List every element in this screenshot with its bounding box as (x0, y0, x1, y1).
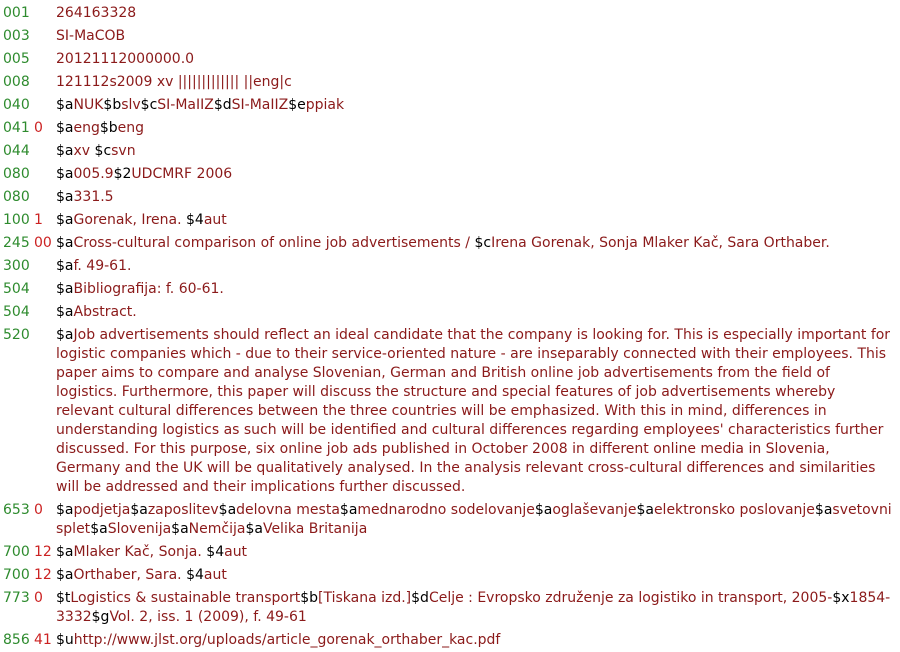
field-value (56, 234, 900, 253)
subfield-text: 1854-3332 (56, 590, 891, 625)
field-tag: 001 (3, 5, 30, 21)
subfield-code: $c (140, 97, 158, 113)
field-value (56, 543, 900, 562)
subfield-text: 264163328 (56, 5, 137, 21)
subfield-text: SI-MaCOB (56, 28, 126, 44)
field-indicators: 00 (34, 235, 52, 251)
marc-field-row (0, 165, 900, 184)
field-tag: 653 (3, 502, 30, 518)
field-tag: 504 (3, 304, 30, 320)
field-tag: 700 (3, 567, 30, 583)
subfield-code: $a (56, 235, 74, 251)
subfield-code: $a (218, 502, 237, 518)
subfield-code: $4 (206, 544, 225, 560)
marc-field-row (0, 566, 900, 585)
field-indicators: 0 (34, 502, 43, 518)
subfield-text: Vol. 2, iss. 1 (2009), f. 49-61 (109, 609, 307, 625)
subfield-text: Irena Gorenak, Sonja Mlaker Kač, Sara Orthaber. (491, 235, 830, 251)
marc-field-row (0, 73, 900, 92)
marc-field-row (0, 303, 900, 322)
field-tag: 300 (3, 258, 30, 274)
subfield-text: Abstract. (73, 304, 137, 320)
field-tag: 044 (3, 143, 30, 159)
subfield-code: $e (288, 97, 306, 113)
field-value (56, 257, 900, 276)
marc-field-row (0, 50, 900, 69)
subfield-text: Nemčija (188, 521, 246, 537)
field-value (56, 50, 900, 69)
marc-field-row (0, 27, 900, 46)
field-indicators: 12 (34, 544, 52, 560)
subfield-code: $a (56, 304, 74, 320)
subfield-text: Orthaber, Sara. (73, 567, 187, 583)
field-tag: 245 (3, 235, 30, 251)
subfield-code: $2 (113, 166, 132, 182)
field-tag: 040 (3, 97, 30, 113)
subfield-code: $a (56, 327, 74, 343)
subfield-text: Celje : Evropsko združenje za logistiko in transport, 2005- (428, 590, 833, 606)
field-value (56, 165, 900, 184)
subfield-code: $a (56, 166, 74, 182)
marc-field-row (0, 119, 900, 138)
subfield-code: $a (534, 502, 553, 518)
subfield-code: $a (171, 521, 189, 537)
subfield-code: $x (832, 590, 850, 606)
subfield-text: Velika Britanija (262, 521, 368, 537)
field-value (56, 27, 900, 46)
field-tag: 856 (3, 632, 30, 648)
subfield-code: $c (94, 143, 112, 159)
field-tag: 003 (3, 28, 30, 44)
subfield-text: Slovenija (107, 521, 172, 537)
field-indicators: 1 (34, 212, 43, 228)
field-tag: 041 (3, 120, 30, 136)
subfield-code: $a (130, 502, 148, 518)
subfield-code: $a (56, 143, 74, 159)
subfield-text: 005.9 (73, 166, 114, 182)
field-tag: 080 (3, 166, 30, 182)
subfield-text: svetovni splet (56, 502, 892, 537)
subfield-text: Gorenak, Irena. (73, 212, 186, 228)
marc-field-row (0, 631, 900, 650)
subfield-text: slv (121, 97, 141, 113)
field-value (56, 589, 900, 627)
marc-field-row (0, 589, 900, 627)
subfield-text: 20121112000000.0 (56, 51, 195, 67)
subfield-text: svn (111, 143, 136, 159)
field-value (56, 4, 900, 23)
subfield-code: $a (56, 212, 74, 228)
subfield-code: $a (636, 502, 654, 518)
subfield-code: $b (300, 590, 318, 606)
subfield-code: $a (56, 189, 74, 205)
subfield-code: $4 (185, 212, 204, 228)
subfield-code: $a (339, 502, 358, 518)
subfield-code: $u (56, 632, 74, 648)
subfield-text: Job advertisements should reflect an ideal candidate that the company is looking for. This is especially important for logistic companies which - due to their service-oriented nature - are inseparably connected with their employees. This paper aims to compare and analyse Slovenian, German and British online job advertisements from the field of logistics. Furthermore, this paper will discuss the structure and special features of job advertisements whereby relevant cultural differences between the three countries will be emphasized. With this in mind, differences in understanding logistics as such will be identified and cultural differences regarding employees' characteristics further discussed. For this purpose, six online job ads published in October 2008 in different online media in Slovenia, Germany and the UK will be qualitatively analysed. In the analysis relevant cross-cultural differences and similarities will be addressed and their implications further discussed. (56, 327, 891, 495)
field-value (56, 211, 900, 230)
subfield-text: eng (73, 120, 100, 136)
subfield-text: aut (203, 212, 227, 228)
field-value (56, 631, 900, 650)
subfield-text: SI-MaIIZ (157, 97, 214, 113)
subfield-code: $c (474, 235, 492, 251)
subfield-text: 331.5 (73, 189, 114, 205)
field-value (56, 119, 900, 138)
subfield-code: $d (213, 97, 232, 113)
subfield-text: SI-MaIIZ (231, 97, 289, 113)
field-value (56, 96, 900, 115)
subfield-code: $4 (186, 567, 204, 583)
field-tag: 100 (3, 212, 30, 228)
subfield-text: eng (117, 120, 145, 136)
marc-field-row (0, 326, 900, 497)
marc-field-row (0, 280, 900, 299)
field-indicators: 0 (34, 590, 43, 606)
subfield-text: Bibliografija: f. 60-61. (73, 281, 224, 297)
marc-field-row (0, 188, 900, 207)
subfield-text: xv (73, 143, 95, 159)
marc-field-row (0, 257, 900, 276)
subfield-text: f. 49-61. (73, 258, 132, 274)
marc-field-row (0, 96, 900, 115)
subfield-text: Cross-cultural comparison of online job advertisements / (73, 235, 475, 251)
subfield-code: $a (56, 258, 74, 274)
subfield-code: $g (91, 609, 110, 625)
subfield-text: ppiak (305, 97, 345, 113)
marc-field-row (0, 543, 900, 562)
field-value (56, 142, 900, 161)
subfield-code: $d (411, 590, 429, 606)
subfield-text: Mlaker Kač, Sonja. (73, 544, 207, 560)
subfield-text: [Tiskana izd.] (317, 590, 412, 606)
marc-field-row (0, 142, 900, 161)
field-tag: 773 (3, 590, 30, 606)
field-indicators: 0 (34, 120, 43, 136)
field-tag: 008 (3, 74, 30, 90)
subfield-code: $a (56, 567, 74, 583)
subfield-code: $a (56, 502, 74, 518)
subfield-text: http://www.jlst.org/uploads/article_gorenak_orthaber_kac.pdf (73, 632, 501, 648)
field-tag: 080 (3, 189, 30, 205)
marc-field-row (0, 211, 900, 230)
subfield-code: $a (56, 281, 74, 297)
field-value (56, 303, 900, 322)
subfield-code: $a (90, 521, 108, 537)
subfield-text: delovna mesta (236, 502, 340, 518)
subfield-code: $a (814, 502, 833, 518)
field-indicators: 41 (34, 632, 52, 648)
field-value (56, 73, 900, 92)
subfield-text: UDCMRF 2006 (131, 166, 233, 182)
subfield-code: $a (245, 521, 263, 537)
subfield-text: 121112s2009 xv ||||||||||||| ||eng|c (56, 74, 292, 90)
field-value (56, 566, 900, 585)
field-value (56, 501, 900, 539)
field-value (56, 326, 900, 497)
subfield-text: aut (224, 544, 248, 560)
subfield-text: podjetja (73, 502, 131, 518)
field-indicators: 12 (34, 567, 52, 583)
subfield-code: $a (56, 544, 74, 560)
subfield-code: $t (56, 590, 71, 606)
marc-field-row (0, 4, 900, 23)
marc-field-row (0, 234, 900, 253)
subfield-text: zaposlitev (147, 502, 219, 518)
subfield-text: oglaševanje (552, 502, 637, 518)
field-value (56, 280, 900, 299)
subfield-code: $b (103, 97, 122, 113)
field-tag: 700 (3, 544, 30, 560)
subfield-code: $a (56, 120, 74, 136)
field-value (56, 188, 900, 207)
marc-field-row (0, 501, 900, 539)
field-tag: 005 (3, 51, 30, 67)
field-tag: 504 (3, 281, 30, 297)
subfield-text: mednarodno sodelovanje (357, 502, 535, 518)
subfield-text: elektronsko poslovanje (653, 502, 815, 518)
subfield-text: NUK (73, 97, 104, 113)
subfield-code: $a (56, 97, 74, 113)
subfield-text: aut (203, 567, 227, 583)
subfield-text: Logistics & sustainable transport (70, 590, 301, 606)
field-tag: 520 (3, 327, 30, 343)
subfield-code: $b (99, 120, 118, 136)
